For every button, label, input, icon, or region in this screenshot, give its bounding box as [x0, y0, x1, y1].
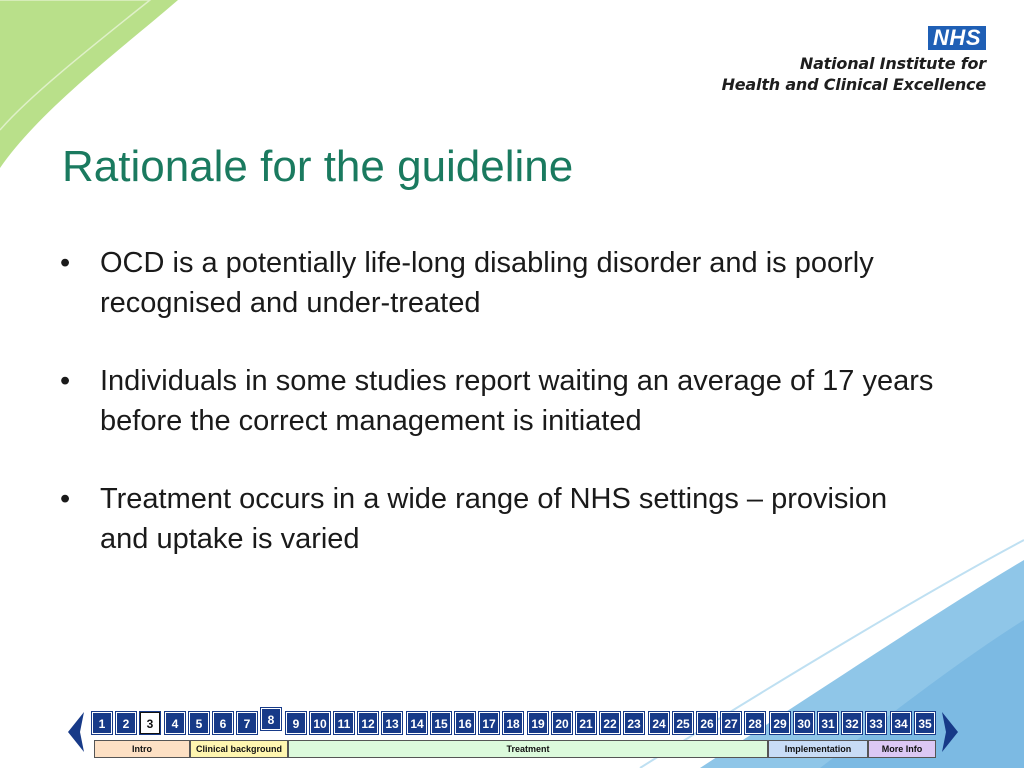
page-button-7[interactable]: 7: [237, 712, 257, 734]
bullet-text: OCD is a potentially life-long disabling disorder and is poorly recognised and under-treated: [100, 247, 874, 319]
page-button-24[interactable]: 24: [649, 712, 669, 734]
org-name-line2: Health and Clinical Excellence: [721, 75, 986, 94]
page-button-14[interactable]: 14: [407, 712, 427, 734]
page-button-11[interactable]: 11: [334, 712, 354, 734]
bullet-item: [58, 243, 938, 323]
slide-navigation-bar: [64, 710, 962, 762]
page-button-27[interactable]: 27: [721, 712, 741, 734]
page-button-32[interactable]: 32: [842, 712, 862, 734]
page-button-1[interactable]: 1: [92, 712, 112, 734]
bullet-item: [58, 479, 938, 559]
page-button-20[interactable]: 20: [552, 712, 572, 734]
bullet-text: Individuals in some studies report waiting an average of 17 years before the correct management is initiated: [100, 365, 934, 437]
bullet-icon: •: [60, 483, 71, 515]
page-button-29[interactable]: 29: [770, 712, 790, 734]
bullet-text: Treatment occurs in a wide range of NHS settings – provision and uptake is varied: [100, 483, 888, 555]
page-button-6[interactable]: 6: [213, 712, 233, 734]
section-treatment[interactable]: Treatment: [288, 740, 768, 758]
chevron-right-icon[interactable]: [938, 710, 962, 754]
page-button-17[interactable]: 17: [479, 712, 499, 734]
page-button-13[interactable]: 13: [382, 712, 402, 734]
page-button-9[interactable]: 9: [286, 712, 306, 734]
nice-logo: [722, 26, 986, 95]
page-button-10[interactable]: 10: [310, 712, 330, 734]
nhs-badge: NHS: [928, 26, 986, 50]
page-button-2[interactable]: 2: [116, 712, 136, 734]
page-button-5[interactable]: 5: [189, 712, 209, 734]
page-button-25[interactable]: 25: [673, 712, 693, 734]
page-button-33[interactable]: 33: [866, 712, 886, 734]
page-button-19[interactable]: 19: [528, 712, 548, 734]
org-name-line1: National Institute for: [799, 54, 986, 73]
section-clinical-background[interactable]: Clinical background: [190, 740, 288, 758]
page-button-28[interactable]: 28: [745, 712, 765, 734]
page-button-34[interactable]: 34: [891, 712, 911, 734]
section-more-info[interactable]: More Info: [868, 740, 936, 758]
bullet-icon: •: [60, 365, 71, 397]
page-button-30[interactable]: 30: [794, 712, 814, 734]
page-button-8[interactable]: 8: [261, 708, 281, 730]
bullet-item: [58, 361, 938, 441]
page-button-3[interactable]: 3: [140, 712, 160, 734]
page-button-31[interactable]: 31: [818, 712, 838, 734]
page-button-16[interactable]: 16: [455, 712, 475, 734]
section-intro[interactable]: Intro: [94, 740, 190, 758]
chevron-left-icon[interactable]: [64, 710, 88, 754]
bullet-icon: •: [60, 247, 71, 279]
page-button-23[interactable]: 23: [624, 712, 644, 734]
page-button-12[interactable]: 12: [358, 712, 378, 734]
slide-title: Rationale for the guideline: [62, 142, 574, 191]
page-button-21[interactable]: 21: [576, 712, 596, 734]
page-button-26[interactable]: 26: [697, 712, 717, 734]
page-button-35[interactable]: 35: [915, 712, 935, 734]
page-button-22[interactable]: 22: [600, 712, 620, 734]
bullet-list: [58, 243, 938, 597]
page-button-18[interactable]: 18: [503, 712, 523, 734]
section-implementation[interactable]: Implementation: [768, 740, 868, 758]
page-button-15[interactable]: 15: [431, 712, 451, 734]
page-button-4[interactable]: 4: [165, 712, 185, 734]
